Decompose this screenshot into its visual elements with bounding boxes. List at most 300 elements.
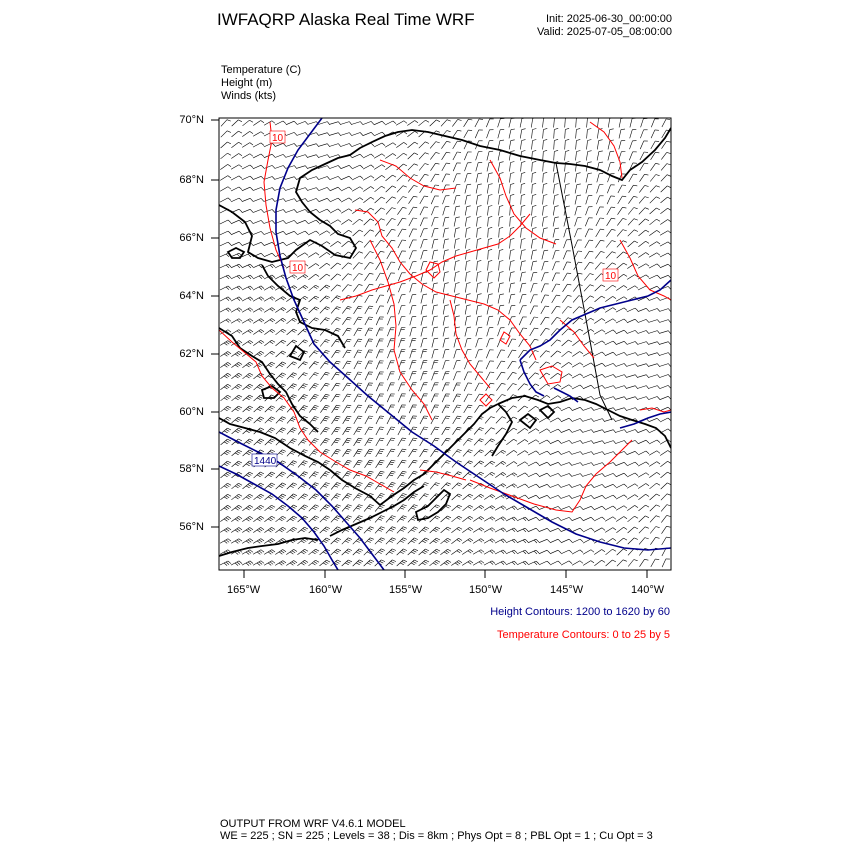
wind-barb-flag	[401, 484, 405, 485]
wind-barb-flag	[279, 398, 283, 400]
wind-barb-flag	[535, 373, 539, 375]
wind-barb-flag	[349, 122, 352, 125]
wind-barb-flag	[589, 251, 593, 252]
wind-barb	[520, 284, 522, 293]
wind-barb-flag	[334, 497, 338, 498]
wind-barb-flag	[238, 450, 242, 452]
wind-barb-flag	[370, 262, 374, 263]
wind-barb-flag	[304, 428, 308, 429]
wind-barb-flag	[249, 450, 253, 452]
wind-barb-flag	[347, 339, 351, 340]
wind-barb-flag	[613, 408, 616, 411]
wind-barb	[220, 220, 228, 224]
wind-barb-flag	[335, 374, 339, 375]
wind-barb-flag	[613, 363, 616, 366]
wind-barb	[476, 317, 478, 326]
wind-barb-flag	[239, 187, 242, 190]
wind-barb	[561, 550, 569, 554]
wind-barb	[275, 154, 283, 157]
wind-barb	[298, 527, 305, 533]
wind-barb-flag	[326, 340, 330, 341]
wind-barb-flag	[249, 406, 253, 408]
wind-barb	[253, 242, 261, 245]
wind-barb-flag	[235, 464, 239, 466]
wind-barb-flag	[436, 152, 440, 153]
wind-barb	[276, 483, 283, 489]
wind-barb-flag	[657, 472, 660, 474]
wind-barb	[627, 430, 635, 433]
wind-barb-flag	[228, 417, 232, 419]
wind-barb-flag	[335, 418, 339, 419]
wind-barb	[353, 263, 359, 270]
wind-barb-flag	[239, 373, 242, 375]
wind-barb-flag	[283, 527, 286, 529]
wind-barb	[397, 207, 402, 214]
wind-barb-flag	[481, 550, 484, 553]
wind-barb-flag	[301, 398, 305, 399]
wind-barb	[607, 218, 612, 226]
wind-barb-flag	[457, 551, 460, 553]
wind-barb-flag	[239, 165, 242, 167]
wind-barb	[628, 527, 635, 533]
wind-barb-flag	[357, 462, 361, 463]
wind-barb	[583, 408, 591, 411]
wind-barb-flag	[248, 342, 251, 344]
wind-barb	[583, 329, 590, 334]
wind-barb-flag	[545, 306, 549, 307]
wind-barb-flag	[613, 341, 616, 344]
wind-barb-flag	[248, 386, 252, 388]
wind-barb-flag	[657, 297, 660, 300]
wind-barb	[432, 229, 435, 238]
wind-barb	[454, 339, 456, 348]
wind-barb-flag	[358, 438, 362, 439]
wind-barb	[550, 440, 558, 444]
wind-barb-flag	[488, 249, 492, 250]
wind-barb	[432, 295, 434, 304]
wind-barb-flag	[282, 373, 286, 375]
wind-barb-flag	[391, 438, 395, 439]
wind-barb-flag	[591, 550, 594, 553]
wind-barb-flag	[356, 552, 360, 554]
wind-barb-flag	[501, 540, 504, 543]
wind-barb	[298, 483, 304, 489]
wind-barb-flag	[235, 497, 238, 499]
wind-barb-flag	[644, 163, 648, 164]
height-contours	[219, 118, 671, 570]
wind-barb-flag	[238, 428, 242, 430]
wind-barb-flag	[601, 240, 605, 241]
wind-barb-flag	[423, 316, 427, 317]
wind-barb	[454, 350, 457, 359]
wind-barb-flag	[348, 471, 352, 472]
wind-barb-flag	[512, 485, 515, 488]
wind-barb-flag	[613, 430, 616, 433]
wind-barb-flag	[260, 417, 264, 419]
wind-barb-flag	[281, 518, 285, 520]
wind-barb	[528, 528, 536, 532]
wind-barb	[583, 430, 592, 433]
wind-barb	[597, 174, 599, 183]
wind-barb-flag	[224, 398, 227, 400]
wind-barb-flag	[500, 173, 504, 174]
wind-barb-flag	[224, 409, 228, 411]
wind-barb-flag	[414, 538, 418, 540]
wind-barb-flag	[293, 516, 297, 518]
wind-barb-flag	[369, 438, 373, 439]
wind-barb	[243, 395, 250, 401]
wind-barb	[341, 209, 349, 214]
wind-barb-flag	[358, 416, 362, 417]
wind-barb-flag	[391, 517, 395, 518]
wind-barb	[539, 473, 547, 477]
wind-barb	[454, 273, 455, 282]
wind-barb-flag	[470, 550, 473, 552]
wind-barb-flag	[281, 298, 284, 300]
wind-barb	[528, 429, 536, 434]
wind-barb-flag	[403, 164, 407, 166]
wind-barb	[661, 186, 668, 192]
wind-barb-flag	[281, 529, 284, 531]
wind-barb-flag	[224, 442, 228, 444]
wind-barb-flag	[228, 220, 231, 223]
wind-barb	[466, 240, 467, 249]
wind-barb	[498, 152, 500, 161]
wind-barb	[532, 174, 533, 183]
wind-barb-flag	[239, 220, 242, 223]
wind-barb-flag	[491, 428, 495, 430]
wind-barb-flag	[358, 449, 362, 450]
wind-barb	[638, 342, 647, 345]
wind-barb-flag	[294, 242, 297, 245]
wind-barb-flag	[521, 228, 525, 229]
wind-barb-flag	[470, 505, 474, 507]
wind-barb	[509, 284, 511, 293]
wind-barb-flag	[602, 319, 605, 321]
wind-barb-flag	[524, 350, 528, 351]
wind-barb-flag	[358, 317, 362, 318]
wind-barb	[275, 275, 283, 279]
wind-barb-flag	[513, 372, 517, 373]
wind-barb	[410, 372, 413, 381]
wind-barb-flag	[525, 484, 528, 487]
wind-barb-flag	[371, 132, 374, 135]
wind-barb-flag	[270, 451, 274, 453]
wind-barb	[543, 141, 544, 150]
wind-barb-flag	[261, 494, 265, 496]
wind-barb-flag	[456, 261, 460, 262]
wind-barb-flag	[358, 372, 362, 373]
wind-barb-flag	[414, 549, 418, 551]
wind-barb	[320, 483, 326, 490]
wind-barb-flag	[577, 162, 581, 163]
wind-barb-flag	[272, 121, 275, 124]
wind-barb-flag	[667, 152, 671, 153]
wind-barb-flag	[371, 165, 374, 168]
wind-barb-flag	[292, 320, 296, 322]
wind-barb-flag	[591, 408, 594, 411]
wind-barb	[430, 527, 437, 533]
wind-barb	[330, 241, 337, 246]
wind-barb	[553, 229, 555, 238]
wind-barb-flag	[346, 462, 350, 463]
wind-barb	[243, 472, 250, 478]
wind-barb-flag	[656, 505, 660, 507]
model-info: OUTPUT FROM WRF V4.6.1 MODEL	[220, 818, 406, 830]
wind-barb-flag	[359, 263, 363, 264]
wind-barb-flag	[436, 142, 440, 143]
wind-barb-flag	[290, 475, 294, 477]
wind-barb-flag	[235, 563, 238, 566]
wind-barb-flag	[347, 562, 351, 564]
wind-barb	[508, 339, 512, 347]
wind-barb	[539, 440, 547, 444]
wind-barb	[554, 174, 555, 183]
wind-barb	[276, 373, 282, 379]
wind-barb-flag	[228, 539, 231, 541]
wind-barb	[661, 494, 667, 500]
wind-barb	[232, 131, 239, 137]
wind-barb	[561, 440, 569, 443]
wind-barb	[605, 430, 614, 433]
wind-barb-flag	[327, 133, 330, 136]
wind-barb-flag	[303, 276, 306, 278]
wind-barb-flag	[261, 527, 264, 529]
wind-barb-flag	[423, 462, 427, 463]
wind-barb-flag	[326, 538, 330, 540]
wind-barb-flag	[235, 530, 238, 532]
wind-barb	[476, 328, 478, 337]
wind-barb-flag	[425, 483, 429, 484]
wind-barb	[330, 166, 338, 169]
wind-barb	[499, 229, 500, 238]
wind-barb-flag	[425, 494, 429, 495]
wind-barb	[487, 339, 490, 347]
wind-barb	[265, 417, 271, 423]
wind-barb-flag	[305, 199, 308, 202]
wind-barb-flag	[634, 196, 638, 197]
map-title: IWFAQRP Alaska Real Time WRF	[217, 10, 475, 29]
wind-barb	[453, 152, 457, 160]
wind-barb-flag	[391, 528, 395, 530]
wind-barb-flag	[315, 416, 319, 417]
wind-barb-flag	[250, 264, 253, 267]
wind-barb-flag	[268, 563, 271, 566]
wind-barb	[608, 152, 610, 161]
wind-barb-flag	[237, 463, 241, 465]
wind-barb	[231, 330, 239, 335]
wind-barb-flag	[378, 541, 382, 543]
wind-barb-flag	[558, 451, 561, 454]
wind-barb	[575, 196, 577, 205]
wind-barb-flag	[512, 562, 515, 565]
wind-barb-flag	[390, 484, 394, 485]
wind-barb	[453, 416, 458, 424]
wind-barb-flag	[348, 460, 352, 461]
wind-barb	[397, 560, 404, 566]
wind-barb-flag	[646, 397, 649, 400]
wind-barb	[661, 515, 666, 522]
wind-barb-flag	[402, 229, 406, 230]
wind-barb	[540, 351, 546, 358]
wind-barb-flag	[292, 396, 296, 397]
wind-barb-flag	[301, 530, 305, 532]
wind-barb	[650, 197, 656, 203]
wind-barb	[627, 451, 635, 454]
wind-barb-flag	[413, 562, 417, 564]
wind-barb-flag	[283, 550, 286, 552]
wind-barb-flag	[403, 527, 407, 529]
wind-barb	[374, 143, 382, 147]
wind-barb	[419, 494, 425, 501]
wind-barb-flag	[510, 238, 514, 239]
wind-barb	[638, 353, 647, 356]
wind-barb-flag	[612, 263, 616, 265]
wind-barb-flag	[227, 142, 231, 144]
wind-barb-flag	[624, 263, 628, 265]
wind-barb	[651, 130, 655, 138]
wind-barb-flag	[479, 540, 482, 542]
wind-barb-flag	[481, 517, 484, 519]
wind-barb	[477, 262, 478, 271]
wind-barb	[376, 361, 379, 369]
wind-barb-flag	[456, 283, 460, 284]
wind-barb-flag	[304, 395, 308, 396]
wind-barb-flag	[370, 460, 374, 461]
wind-barb	[442, 383, 445, 391]
wind-barb-flag	[237, 364, 240, 366]
wind-barb-flag	[547, 462, 550, 465]
wind-barb-flag	[279, 497, 283, 499]
wind-barb	[616, 341, 624, 344]
wind-barb	[451, 527, 458, 532]
wind-barb	[331, 549, 338, 555]
wind-barb	[519, 306, 522, 314]
wind-barb-flag	[370, 538, 374, 540]
wind-barb	[485, 417, 491, 424]
wind-barb	[572, 539, 580, 543]
wind-barb-flag	[283, 286, 286, 289]
wind-barb-flag	[613, 528, 616, 530]
wind-barb-flag	[591, 463, 594, 466]
wind-barb-flag	[325, 506, 329, 508]
wind-barb-flag	[646, 275, 649, 278]
wind-barb-flag	[490, 551, 493, 554]
wind-barb-flag	[369, 539, 373, 541]
wind-barb-flag	[657, 342, 660, 345]
wind-barb	[575, 185, 577, 194]
wind-barb	[510, 196, 511, 205]
wind-barb-flag	[259, 407, 263, 409]
wind-barb	[617, 549, 624, 555]
wind-barb-flag	[239, 362, 242, 364]
wind-barb	[521, 174, 522, 183]
wind-barb	[477, 218, 478, 227]
wind-barb-flag	[458, 427, 462, 428]
wind-barb	[242, 362, 249, 367]
wind-barb-flag	[634, 538, 638, 540]
wind-barb-flag	[657, 264, 660, 267]
wind-barb-flag	[327, 560, 331, 562]
wind-barb-flag	[239, 198, 242, 201]
wind-barb-flag	[248, 529, 251, 531]
wind-barb-flag	[422, 563, 426, 565]
wind-barb-flag	[446, 562, 449, 564]
wind-barb-flag	[346, 473, 350, 474]
wind-barb-flag	[301, 486, 305, 488]
wind-barb-flag	[423, 283, 427, 284]
wind-barb	[297, 133, 306, 136]
wind-barb	[343, 405, 348, 413]
wind-barb-flag	[623, 207, 627, 208]
wind-barb-flag	[238, 439, 242, 441]
wind-barb	[594, 430, 603, 433]
wind-barb	[454, 284, 455, 293]
wind-barb-flag	[668, 331, 671, 334]
wind-barb	[520, 262, 522, 271]
wind-barb-flag	[246, 398, 250, 400]
wind-barb	[550, 451, 558, 454]
wind-barb-flag	[569, 362, 572, 364]
wind-barb	[387, 427, 391, 435]
wind-barb-flag	[338, 198, 341, 201]
wind-barb	[286, 177, 295, 180]
wind-barb	[660, 418, 668, 422]
wind-barb-flag	[323, 563, 327, 565]
wind-barb	[529, 373, 535, 379]
wind-barb-flag	[569, 561, 572, 564]
wind-barb-flag	[514, 428, 518, 430]
wind-barb-flag	[338, 144, 341, 147]
wind-barb-flag	[304, 450, 308, 451]
wind-barb	[576, 119, 577, 128]
wind-barb	[651, 141, 655, 149]
wind-barb	[541, 317, 546, 325]
wind-barb	[309, 351, 315, 358]
wind-barb-flag	[323, 398, 327, 399]
wind-barb	[530, 328, 535, 336]
wind-barb	[220, 539, 228, 544]
wind-barb-flag	[392, 538, 396, 540]
wind-barb	[552, 306, 557, 313]
wind-barb-flag	[525, 428, 528, 430]
wind-barb-flag	[337, 494, 341, 495]
wind-barb-flag	[580, 561, 583, 564]
wind-barb	[543, 174, 544, 183]
wind-barb-flag	[315, 439, 319, 440]
wind-barb-flag	[281, 562, 284, 564]
wind-barb	[496, 395, 502, 402]
wind-barb-flag	[467, 283, 471, 284]
wind-barb-flag	[239, 242, 242, 245]
wind-barb-flag	[565, 162, 569, 163]
wind-barb-flag	[313, 374, 317, 375]
wind-barb-flag	[235, 365, 238, 367]
wind-barb-flag	[326, 383, 330, 384]
wind-barb-flag	[239, 483, 243, 485]
wind-barb-flag	[279, 475, 283, 477]
wind-barb	[386, 229, 391, 236]
wind-barb	[552, 295, 557, 303]
wind-barb-flag	[226, 419, 230, 421]
wind-barb-flag	[271, 395, 275, 397]
wind-barb-flag	[348, 296, 352, 297]
wind-barb-flag	[304, 362, 308, 363]
wind-barb	[419, 549, 426, 555]
wind-barb	[660, 385, 668, 388]
wind-barb	[286, 231, 294, 234]
wind-barb	[519, 339, 524, 347]
